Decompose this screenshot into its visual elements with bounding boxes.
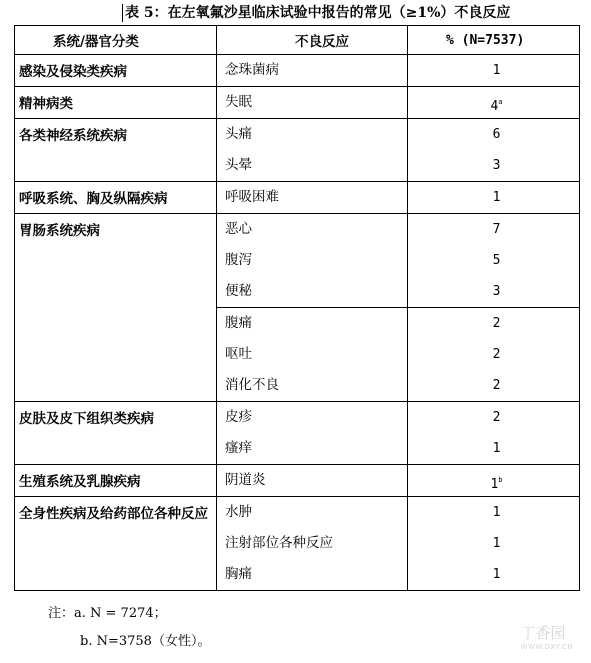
percent-number: 1 <box>492 63 501 78</box>
reaction-name: 皮疹 <box>225 409 252 425</box>
percent-number: 1 <box>490 477 499 492</box>
table-row <box>15 55 580 87</box>
table-row <box>15 465 580 497</box>
reaction-name: 消化不良 <box>225 377 279 393</box>
reaction-name: 胸痛 <box>225 566 252 582</box>
percent-value <box>408 370 579 401</box>
reaction-name: 瘙痒 <box>225 440 252 456</box>
header-percent: % (N=7537) <box>408 26 580 55</box>
percent-value <box>408 497 579 528</box>
system-organ-class: 感染及侵染类疾病 <box>15 55 217 87</box>
percent-number: 2 <box>492 316 501 331</box>
table-row <box>15 402 580 465</box>
reaction-cell <box>217 119 408 182</box>
table-title: 表 5：在左氧氟沙星临床试验中报告的常见（≥1%）不良反应 <box>122 4 510 22</box>
system-organ-class: 皮肤及皮下组织类疾病 <box>15 402 217 465</box>
reaction-name: 呕吐 <box>225 346 252 362</box>
watermark-logo <box>520 622 573 651</box>
percent-number: 1 <box>492 190 501 205</box>
percent-value <box>408 339 579 370</box>
percent-value <box>408 150 579 181</box>
percent-number: 2 <box>492 378 501 393</box>
footnote-marker: b <box>498 476 503 484</box>
reaction-name: 失眠 <box>225 94 252 110</box>
percent-number: 3 <box>492 284 501 299</box>
percent-number: 4 <box>490 99 499 114</box>
percent-value <box>408 55 579 86</box>
table-row <box>15 497 580 591</box>
table-row <box>15 214 580 308</box>
reaction-name: 腹痛 <box>225 315 252 331</box>
watermark-site: WWW.DXY.CN <box>520 643 573 651</box>
percent-cell <box>408 119 580 182</box>
percent-value <box>408 119 579 150</box>
percent-number: 1 <box>492 567 501 582</box>
system-organ-class: 各类神经系统疾病 <box>15 119 217 182</box>
percent-number: 7 <box>492 222 501 237</box>
system-organ-class: 全身性疾病及给药部位各种反应 <box>15 497 217 591</box>
system-organ-class: 精神病类 <box>15 87 217 119</box>
reaction-cell <box>217 182 408 214</box>
header-system: 系统/器官分类 <box>15 26 217 55</box>
percent-cell <box>408 182 580 214</box>
percent-value <box>408 308 579 339</box>
reaction-name: 念珠菌病 <box>225 62 279 78</box>
reaction-name: 注射部位各种反应 <box>225 535 333 551</box>
reaction-name: 水肿 <box>225 504 252 520</box>
reaction-cell <box>217 308 408 402</box>
percent-number: 3 <box>492 158 501 173</box>
percent-cell <box>408 55 580 87</box>
system-organ-class: 呼吸系统、胸及纵隔疾病 <box>15 182 217 214</box>
percent-value <box>408 276 579 307</box>
reaction-cell <box>217 497 408 591</box>
percent-value <box>408 87 579 118</box>
adverse-reactions-table <box>14 25 580 591</box>
percent-number: 2 <box>492 410 501 425</box>
footnote-marker: a <box>498 98 503 106</box>
percent-number: 6 <box>492 127 501 142</box>
header-reaction: 不良反应 <box>217 26 408 55</box>
reaction-name: 恶心 <box>225 221 252 237</box>
reaction-name: 阴道炎 <box>225 472 266 488</box>
reaction-cell <box>217 214 408 308</box>
watermark-brand: 丁香园 <box>520 624 566 642</box>
footnote-a: 注：a. N = 7274； <box>48 606 167 621</box>
reaction-name: 便秘 <box>225 283 252 299</box>
percent-value <box>408 182 579 213</box>
reaction-cell <box>217 87 408 119</box>
percent-value <box>408 402 579 433</box>
percent-cell <box>408 465 580 497</box>
footnotes <box>48 600 210 656</box>
reaction-name: 腹泻 <box>225 252 252 268</box>
reaction-cell <box>217 55 408 87</box>
table-header-row <box>15 26 580 55</box>
percent-number: 1 <box>492 441 501 456</box>
reaction-name: 呼吸困难 <box>225 189 279 205</box>
footnote-b: b. N=3758（女性）。 <box>80 634 211 649</box>
percent-cell <box>408 308 580 402</box>
percent-value <box>408 559 579 590</box>
percent-number: 1 <box>492 536 501 551</box>
reaction-name: 头晕 <box>225 157 252 173</box>
reaction-cell <box>217 402 408 465</box>
table-body <box>15 55 580 591</box>
percent-cell <box>408 214 580 308</box>
percent-cell <box>408 402 580 465</box>
percent-value <box>408 245 579 276</box>
system-organ-class: 生殖系统及乳腺疾病 <box>15 465 217 497</box>
table-row <box>15 182 580 214</box>
percent-value <box>408 214 579 245</box>
percent-number: 2 <box>492 347 501 362</box>
table-row <box>15 119 580 182</box>
percent-number: 5 <box>492 253 501 268</box>
reaction-cell <box>217 465 408 497</box>
percent-value <box>408 528 579 559</box>
system-organ-class: 胃肠系统疾病 <box>15 214 217 402</box>
table-row <box>15 87 580 119</box>
percent-cell <box>408 497 580 591</box>
percent-value <box>408 465 579 496</box>
percent-value <box>408 433 579 464</box>
percent-cell <box>408 87 580 119</box>
percent-number: 1 <box>492 505 501 520</box>
reaction-name: 头痛 <box>225 126 252 142</box>
